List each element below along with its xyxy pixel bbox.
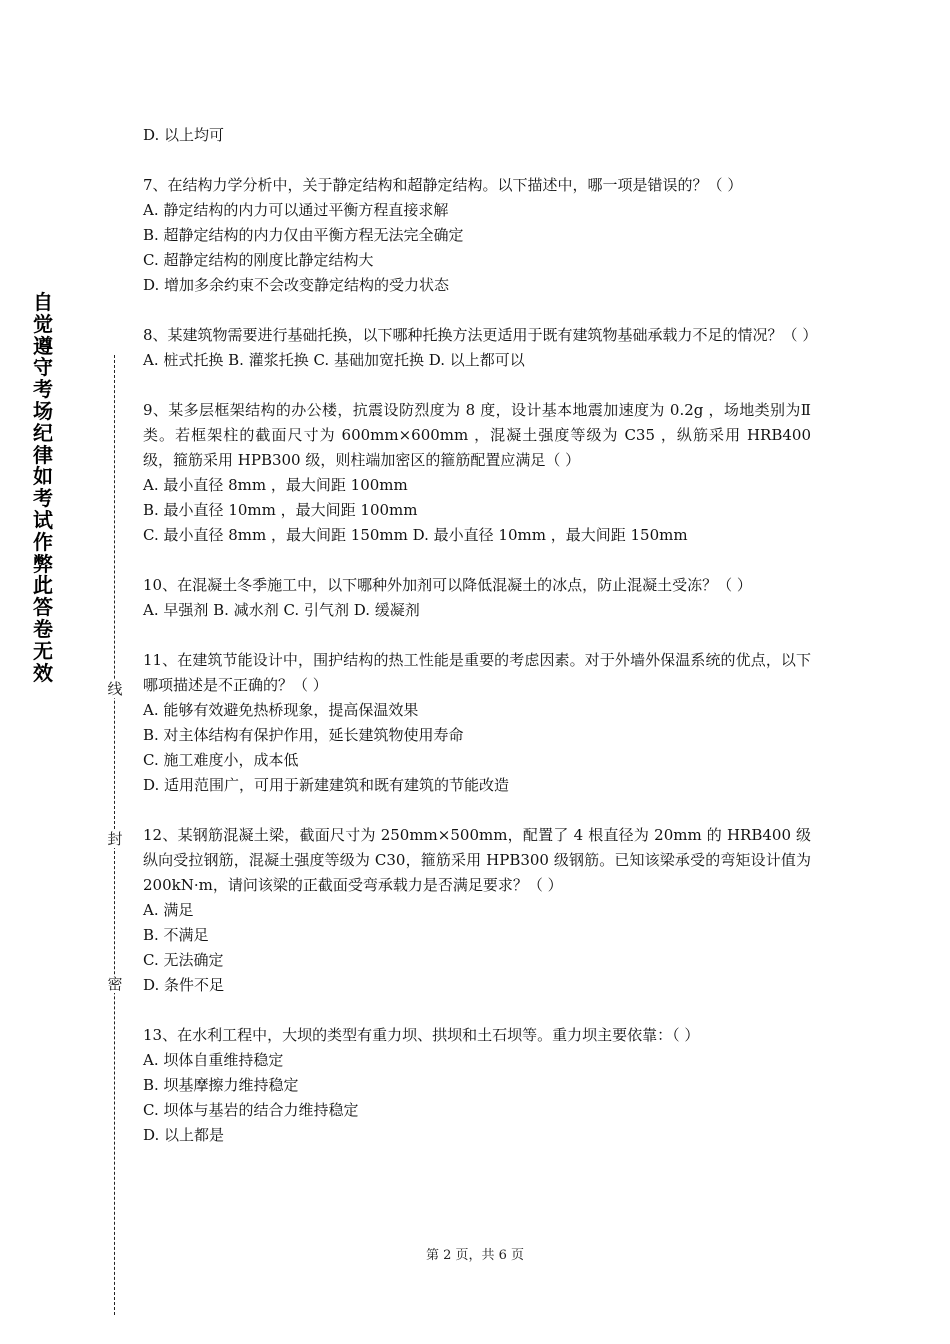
notice-char: 自 xyxy=(33,290,53,314)
question-stem: 9、某多层框架结构的办公楼，抗震设防烈度为 8 度，设计基本地震加速度为 0.2g ，场地类别为Ⅱ类。若框架柱的截面尺寸为 600mm×600mm ，混凝土强度等级为 C35 ，纵筋采用 HRB400 级，箍筋采用 HPB300 级，则柱端加密区的箍筋配置应满足（ ） xyxy=(143,401,811,469)
question-12 xyxy=(143,823,811,998)
notice-char: 觉 xyxy=(33,311,53,336)
question-stem: 7、在结构力学分析中，关于静定结构和超静定结构。以下描述中，哪一项是错误的？（ ） xyxy=(143,176,743,194)
cut-label-line: 线 xyxy=(107,680,123,698)
question-stem: 13、在水利工程中，大坝的类型有重力坝、拱坝和土石坝等。重力坝主要依靠：（ ） xyxy=(143,1026,700,1044)
question-8 xyxy=(143,323,818,373)
exam-content xyxy=(143,123,818,1148)
notice-char: 纪 xyxy=(33,420,53,445)
notice-char: 考 xyxy=(33,377,53,402)
answer-option: D. 适用范围广，可用于新建建筑和既有建筑的节能改造 xyxy=(143,776,510,794)
notice-char: 效 xyxy=(33,660,53,685)
notice-char: 此 xyxy=(33,573,53,598)
cut-label-secret: 密 xyxy=(107,975,123,993)
question-13 xyxy=(143,1023,811,1148)
answer-option: C. 最小直径 8mm ，最大间距 150mm D. 最小直径 10mm ，最大间距 150mm xyxy=(143,526,688,544)
answer-option: B. 超静定结构的内力仅由平衡方程无法完全确定 xyxy=(143,226,464,244)
exam-discipline-notice xyxy=(28,292,58,684)
answer-option: C. 无法确定 xyxy=(143,951,224,969)
notice-char: 答 xyxy=(33,595,53,620)
answer-option: D. 增加多余约束不会改变静定结构的受力状态 xyxy=(143,276,450,294)
answer-option: A. 静定结构的内力可以通过平衡方程直接求解 xyxy=(143,201,449,219)
question-10 xyxy=(143,573,811,623)
question-7 xyxy=(143,173,811,298)
question-stem: 8、某建筑物需要进行基础托换，以下哪种托换方法更适用于既有建筑物基础承载力不足的情况？（ ） xyxy=(143,326,818,344)
notice-char: 场 xyxy=(33,398,53,423)
answer-option: B. 对主体结构有保护作用，延长建筑物使用寿命 xyxy=(143,726,464,744)
question-11 xyxy=(143,648,811,798)
question-9 xyxy=(143,398,811,548)
answer-option: A. 桩式托换 B. 灌浆托换 C. 基础加宽托换 D. 以上都可以 xyxy=(143,351,525,369)
answer-option: B. 不满足 xyxy=(143,926,209,944)
answer-option: A. 最小直径 8mm ，最大间距 100mm xyxy=(143,476,408,494)
notice-char: 作 xyxy=(33,529,53,554)
notice-char: 律 xyxy=(33,442,53,467)
notice-char: 遵 xyxy=(33,333,53,358)
answer-option: C. 施工难度小，成本低 xyxy=(143,751,299,769)
notice-char: 卷 xyxy=(33,616,53,641)
page-number: 第 2 页，共 6 页 xyxy=(425,1248,525,1263)
answer-option: D. 条件不足 xyxy=(143,976,225,994)
question-stem: 11、在建筑节能设计中，围护结构的热工性能是重要的考虑因素。对于外墙外保温系统的优点，以下哪项描述是不正确的？（ ） xyxy=(143,651,811,694)
notice-char: 试 xyxy=(33,507,53,532)
answer-option: A. 能够有效避免热桥现象，提高保温效果 xyxy=(143,701,419,719)
notice-char: 弊 xyxy=(33,551,53,576)
answer-option: C. 坝体与基岩的结合力维持稳定 xyxy=(143,1101,359,1119)
question-stem: 12、某钢筋混凝土梁，截面尺寸为 250mm×500mm，配置了 4 根直径为 20mm 的 HRB400 级纵向受拉钢筋，混凝土强度等级为 C30，箍筋采用 HPB300 级钢筋。已知该梁承受的弯矩设计值为 200kN·m，请问该梁的正截面受弯承载力是否满足要求？（ ） xyxy=(143,826,811,894)
carryover-option: D. 以上均可 xyxy=(143,126,225,144)
notice-char: 如 xyxy=(33,464,53,489)
answer-option: A. 满足 xyxy=(143,901,194,919)
answer-option: A. 早强剂 B. 减水剂 C. 引气剂 D. 缓凝剂 xyxy=(143,601,420,619)
notice-char: 无 xyxy=(33,638,53,663)
question-stem: 10、在混凝土冬季施工中，以下哪种外加剂可以降低混凝土的冰点，防止混凝土受冻？（ ） xyxy=(143,576,752,594)
answer-option: B. 最小直径 10mm ，最大间距 100mm xyxy=(143,501,418,519)
answer-option: D. 以上都是 xyxy=(143,1126,225,1144)
cut-label-seal: 封 xyxy=(107,830,123,848)
answer-option: C. 超静定结构的刚度比静定结构大 xyxy=(143,251,374,269)
notice-char: 守 xyxy=(33,355,53,380)
notice-char: 考 xyxy=(33,486,53,511)
answer-option: B. 坝基摩擦力维持稳定 xyxy=(143,1076,299,1094)
answer-option: A. 坝体自重维持稳定 xyxy=(143,1051,284,1069)
